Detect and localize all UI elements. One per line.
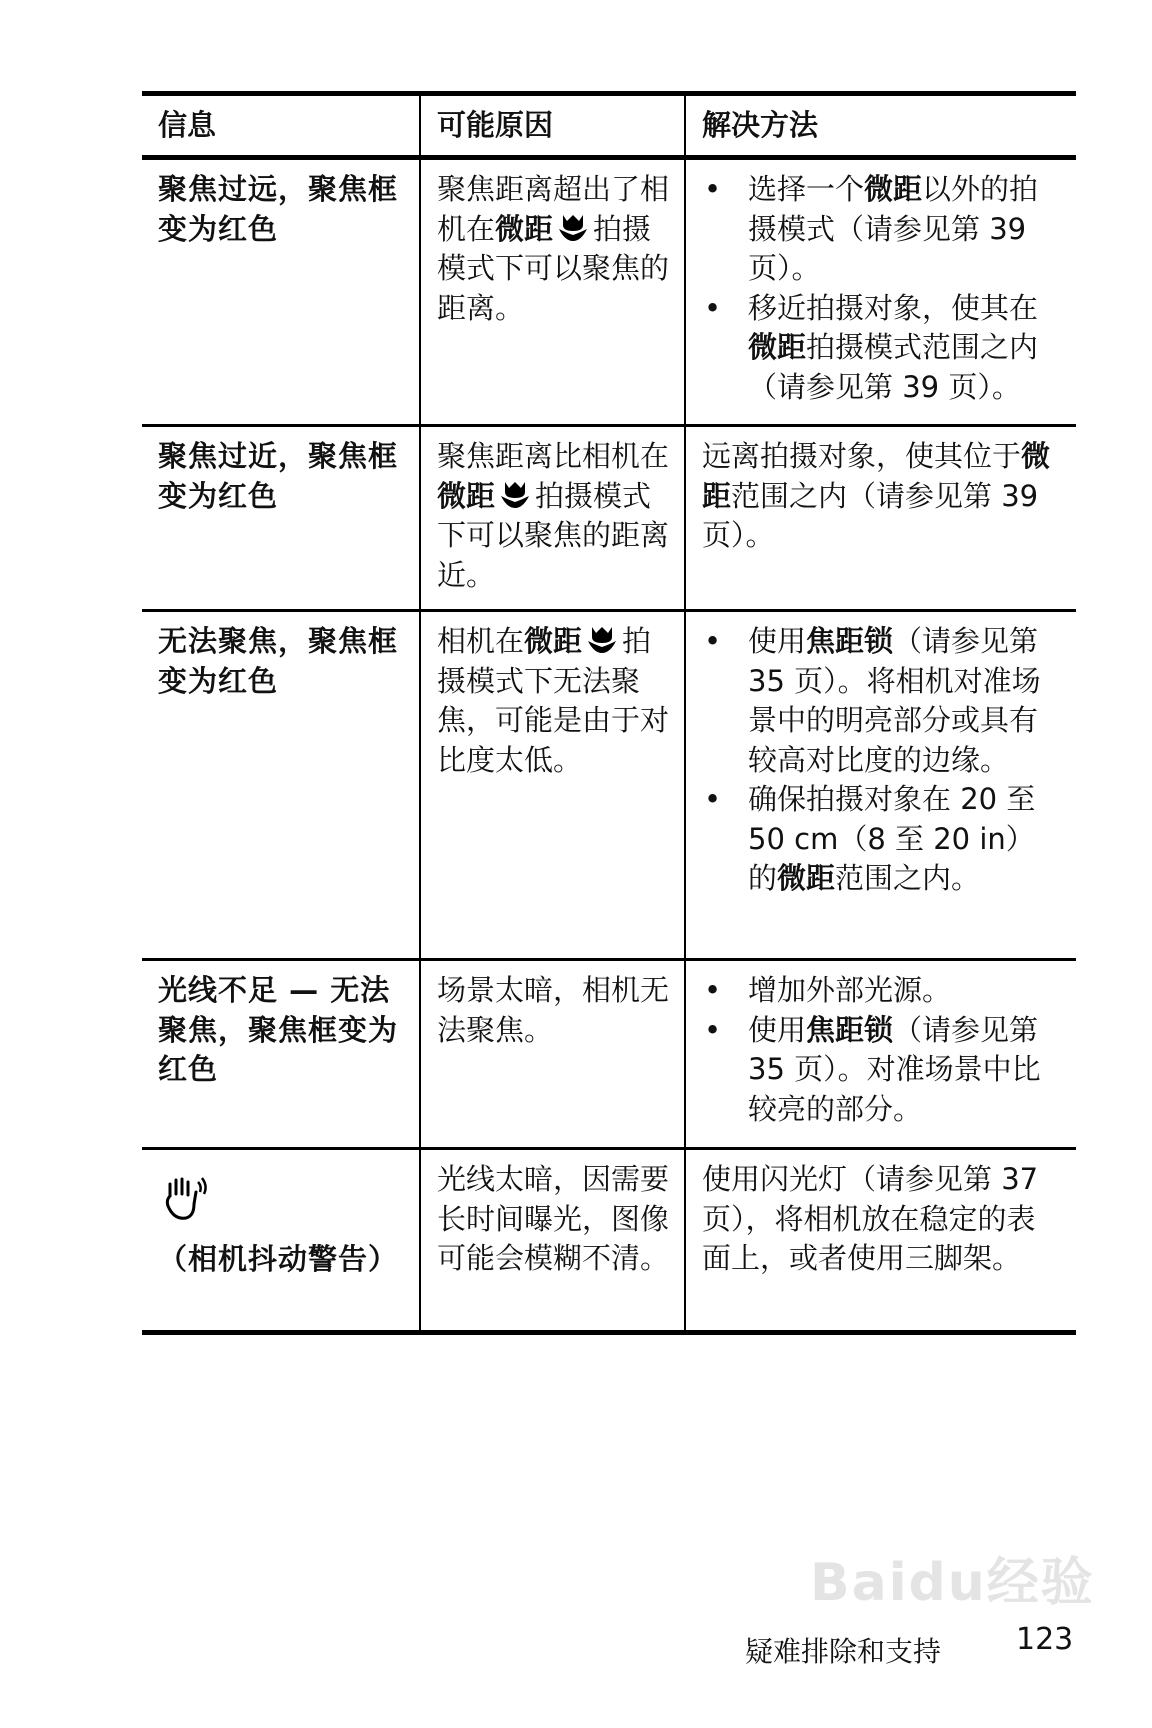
- list-item: [702, 170, 1062, 289]
- text: 以外的拍摄模式（请参见第 39 页）。: [748, 172, 1039, 285]
- header-solution: 解决方法: [684, 96, 1076, 156]
- text: 拍摄模式下可以聚焦的距离近。: [437, 478, 670, 592]
- bold-term: 微距: [702, 439, 1051, 513]
- table-row: [142, 424, 1076, 609]
- bold-term: 微距: [864, 172, 923, 206]
- info-text: （相机抖动警告）: [158, 1242, 399, 1276]
- list-item: [702, 1011, 1062, 1130]
- solution-cell: 使用闪光灯（请参见第 37 页），将相机放在稳定的表面上，或者使用三脚架。: [684, 1150, 1076, 1330]
- macro-tulip-icon: [499, 480, 531, 510]
- bold-term: 微距: [437, 478, 496, 513]
- text: 选择一个: [748, 172, 865, 206]
- cause-cell: 场景太暗，相机无法聚焦。: [419, 961, 684, 1147]
- solution-cell: [684, 961, 1076, 1147]
- bold-term: 焦距锁: [806, 624, 894, 658]
- bold-term: 微距: [777, 861, 836, 895]
- text: 范围之内。: [835, 861, 981, 895]
- text: 聚焦距离比相机在: [437, 439, 670, 473]
- info-cell: 无法聚焦，聚焦框变为红色: [158, 624, 399, 698]
- text: 使用: [748, 1012, 807, 1047]
- bold-term: 焦距锁: [806, 1012, 894, 1047]
- info-cell: 聚焦过远，聚焦框变为红色: [158, 172, 399, 246]
- table-row: [142, 160, 1076, 424]
- table-row: [142, 609, 1076, 958]
- list-item: [702, 622, 1062, 780]
- macro-tulip-icon: [586, 625, 618, 655]
- header-cause: 可能原因: [419, 96, 684, 156]
- text: 确保拍摄对象在 20 至 50 cm（8 至 20 in）的: [748, 782, 1036, 895]
- table-header-row: [142, 96, 1076, 160]
- bold-term: 微距: [524, 624, 583, 658]
- info-cell: 光线不足 — 无法聚焦，聚焦框变为红色: [158, 973, 399, 1086]
- solution-cell: [684, 427, 1076, 609]
- hand-shake-icon: [160, 1174, 208, 1224]
- text: 聚焦距离超出了相机在: [437, 172, 670, 246]
- macro-tulip-icon: [557, 213, 589, 243]
- text: 拍摄模式下可以聚焦的距离。: [437, 211, 670, 325]
- troubleshooting-table: [142, 91, 1076, 1335]
- text: 相机在: [437, 624, 525, 658]
- text: （请参见第 35 页）。对准场景中比较亮的部分。: [748, 1012, 1041, 1126]
- cause-cell: [419, 427, 684, 609]
- info-cell: [142, 1150, 419, 1330]
- bold-term: 微距: [495, 211, 554, 246]
- page-number: 123: [1016, 1622, 1074, 1657]
- text: 范围之内（请参见第 39 页）。: [702, 478, 1039, 552]
- list-item: [702, 289, 1062, 408]
- watermark: Baidu经验: [810, 1553, 1095, 1613]
- footer-section-title: 疑难排除和支持: [745, 1635, 942, 1668]
- bold-term: 微距: [748, 330, 807, 364]
- text: 拍摄模式下无法聚焦，可能是由于对比度太低。: [437, 624, 670, 777]
- solution-cell: [684, 612, 1076, 958]
- text: 使用: [748, 624, 807, 658]
- text: 移近拍摄对象，使其在: [748, 290, 1039, 325]
- cause-cell: [419, 160, 684, 424]
- list-item: [702, 780, 1062, 899]
- solution-cell: [684, 160, 1076, 424]
- cause-cell: 光线太暗，因需要长时间曝光，图像可能会模糊不清。: [419, 1150, 684, 1330]
- info-cell: 聚焦过近，聚焦框变为红色: [158, 439, 399, 513]
- header-info: 信息: [158, 108, 217, 142]
- table-row: [142, 958, 1076, 1147]
- text: 增加外部光源。: [748, 973, 952, 1007]
- text: （请参见第 35 页）。将相机对准场景中的明亮部分或具有较高对比度的边缘。: [748, 624, 1041, 777]
- list-item: [702, 971, 1062, 1011]
- cause-cell: [419, 612, 684, 958]
- text: 远离拍摄对象，使其位于: [702, 439, 1022, 473]
- text: 拍摄模式范围之内（请参见第 39 页）。: [748, 330, 1039, 404]
- table-row: [142, 1147, 1076, 1330]
